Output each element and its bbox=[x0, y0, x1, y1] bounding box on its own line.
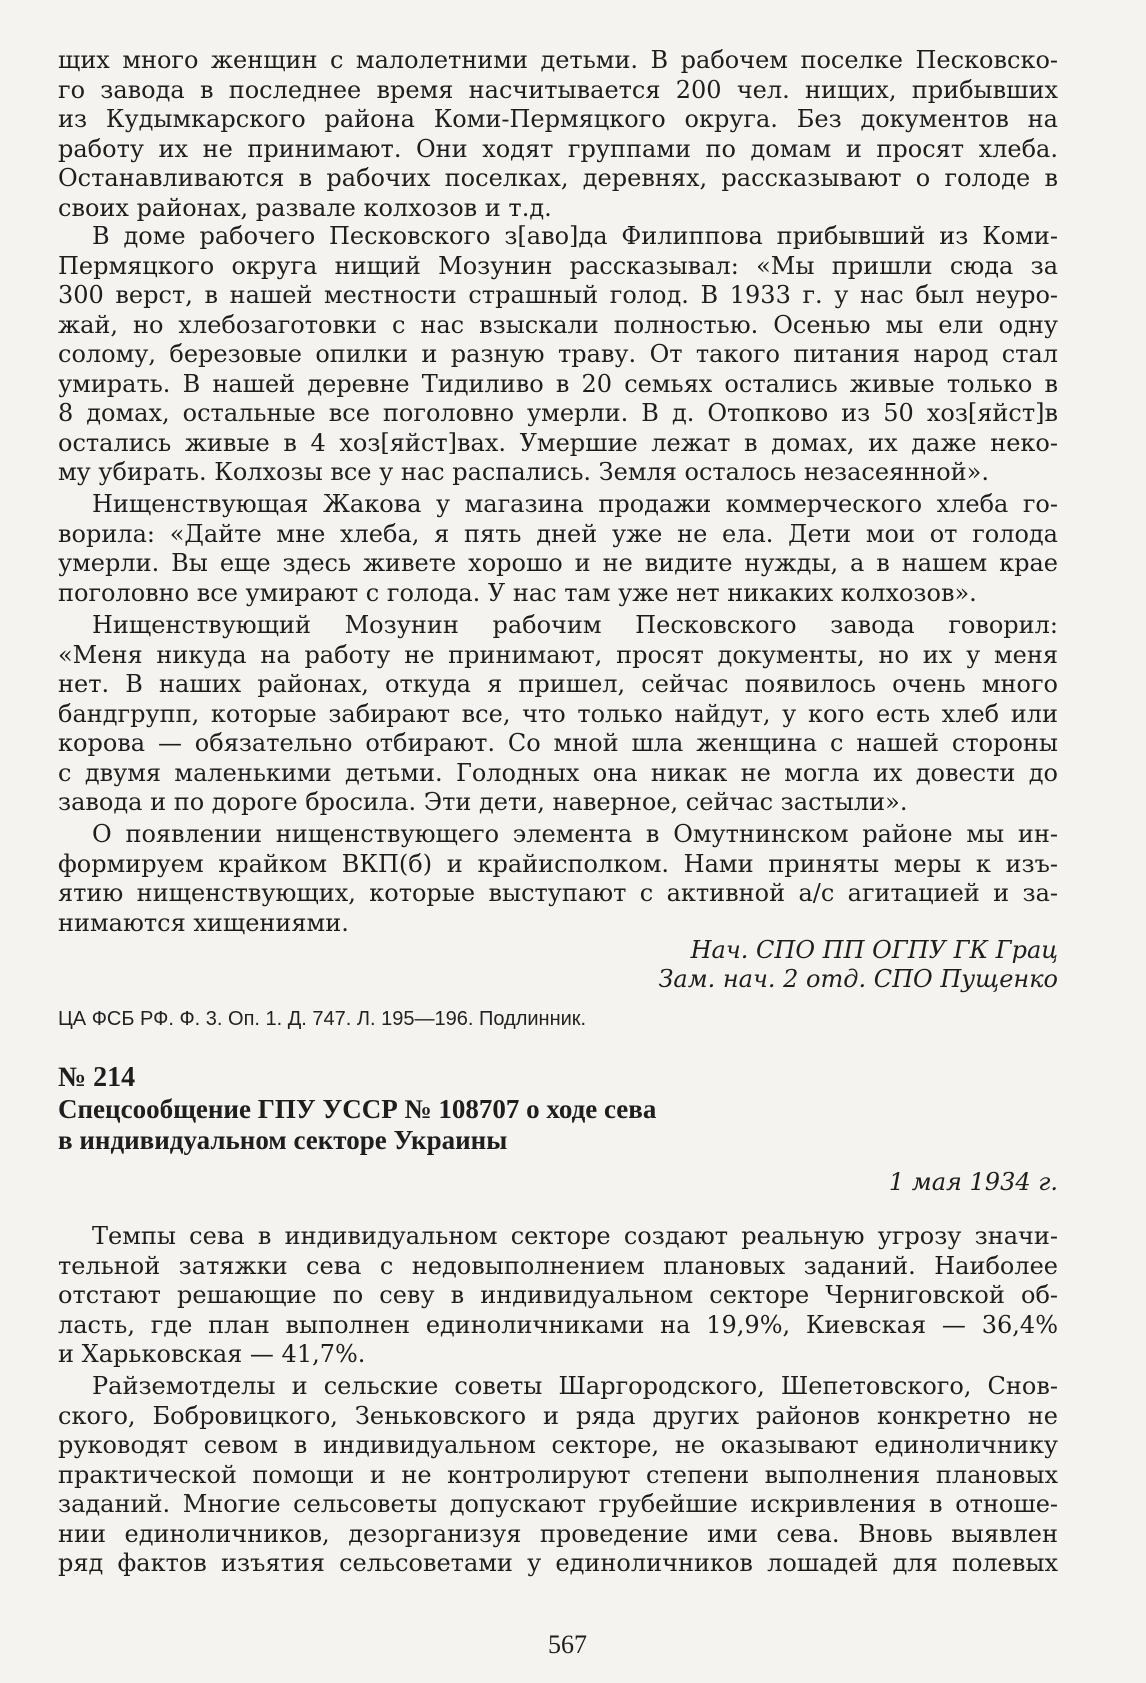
document-title bbox=[58, 1094, 656, 1156]
text-line: завода и по дороге бросила. Эти дети, наверное, сейчас застыли». bbox=[58, 788, 908, 816]
text-line: жай, но хлебозаготовки с нас взыскали полностью. Осенью мы ели одну bbox=[58, 310, 1058, 339]
paragraph-4 bbox=[58, 611, 1058, 818]
page-number: 567 bbox=[548, 1630, 587, 1659]
document-number: № 214 bbox=[58, 1062, 136, 1093]
text-line: нии единоличников, дезорганизуя проведение ими сева. Вновь выявлен bbox=[58, 1519, 1058, 1548]
text-line: корова — обязательно отбирают. Со мной шла женщина с нашей стороны bbox=[58, 729, 1058, 757]
paragraph-6 bbox=[58, 1222, 1058, 1370]
text-line: му убирать. Колхозы все у нас распались. Земля осталось незасеянной». bbox=[58, 458, 989, 486]
text-line: ласть, где план выполнен единоличниками на 19,9%, Киевская — 36,4% bbox=[58, 1310, 1058, 1339]
text-line: Темпы сева в индивидуальном секторе создают реальную угрозу значи- bbox=[92, 1222, 1058, 1250]
text-line: Пермяцкого округа нищий Мозунин рассказывал: «Мы пришли сюда за bbox=[58, 251, 1058, 280]
text-line: Райземотделы и сельские советы Шаргородского, Шепетовского, Снов- bbox=[92, 1372, 1058, 1400]
text-line: ятию нищенствующих, которые выступают с активной а/с агитацией и за- bbox=[58, 879, 1058, 907]
text-line: ского, Бобровицкого, Зеньковского и ряда других районов конкретно не bbox=[58, 1401, 1058, 1430]
title-line: Спецсообщение ГПУ УССР № 108707 о ходе сева bbox=[58, 1094, 657, 1124]
archival-source: ЦА ФСБ РФ. Ф. 3. Оп. 1. Д. 747. Л. 195—196. Подлинник. bbox=[58, 1008, 587, 1030]
text-line: щих много женщин с малолетними детьми. В рабочем поселке Песковско- bbox=[58, 46, 1058, 74]
paragraph-2 bbox=[58, 222, 1058, 488]
text-line: Нищенствующая Жакова у магазина продажи коммерческого хлеба го- bbox=[92, 490, 1058, 518]
paragraph-1 bbox=[58, 46, 1058, 223]
text-line: с двумя маленькими детьми. Голодных она никак не могла их довести до bbox=[58, 758, 1058, 787]
paragraph-7 bbox=[58, 1372, 1058, 1579]
text-line: тельной затяжки сева с недовыполнением плановых заданий. Наиболее bbox=[58, 1251, 1058, 1280]
paragraph-3 bbox=[58, 490, 1058, 608]
text-line: своих районах, развале колхозов и т.д. bbox=[58, 193, 552, 222]
text-line: отстают решающие по севу в индивидуальном секторе Черниговской об- bbox=[58, 1281, 1058, 1309]
text-line: ворила: «Дайте мне хлеба, я пять дней уже не ела. Дети мои от голода bbox=[58, 519, 1058, 548]
text-line: умерли. Вы еще здесь живете хорошо и не видите нужды, а в нашем крае bbox=[58, 549, 1058, 577]
signature-line: Нач. СПО ПП ОГПУ ГК Грац bbox=[690, 936, 1058, 964]
text-line: нимаются хищениями. bbox=[58, 908, 349, 937]
text-line: В доме рабочего Песковского з[аво]да Филиппова прибывший из Коми- bbox=[92, 222, 1058, 250]
title-line: в индивидуальном секторе Украины bbox=[58, 1125, 508, 1155]
text-line: поголовно все умирают с голода. У нас там уже нет никаких колхозов». bbox=[58, 578, 977, 607]
text-line: остались живые в 4 хоз[яйст]вах. Умершие лежат в домах, их даже неко- bbox=[58, 428, 1058, 457]
text-line: руководят севом в индивидуальном секторе, не оказывают единоличнику bbox=[58, 1431, 1058, 1459]
text-line: О появлении нищенствующего элемента в Омутнинском районе мы ин- bbox=[92, 820, 1058, 848]
signature-block bbox=[658, 936, 1058, 994]
text-line: 8 домах, остальные все поголовно умерли. В д. Отопково из 50 хоз[яйст]в bbox=[58, 399, 1058, 427]
signature-line: Зам. нач. 2 отд. СПО Пущенко bbox=[658, 965, 1058, 993]
text-line: «Меня никуда на работу не принимают, просят документы, но их у меня bbox=[58, 640, 1058, 669]
document-date: 1 мая 1934 г. bbox=[888, 1168, 1058, 1196]
text-line: Нищенствующий Мозунин рабочим Песковского завода говорил: bbox=[92, 611, 1058, 639]
text-line: из Кудымкарского района Коми-Пермяцкого округа. Без документов на bbox=[58, 105, 1058, 133]
text-line: заданий. Многие сельсоветы допускают грубейшие искривления в отноше- bbox=[58, 1490, 1058, 1518]
paragraph-5 bbox=[58, 820, 1058, 938]
text-line: го завода в последнее время насчитывается 200 чел. нищих, прибывших bbox=[58, 75, 1058, 104]
text-line: бандгрупп, которые забирают все, что только найдут, у кого есть хлеб или bbox=[58, 699, 1058, 728]
text-line: 300 верст, в нашей местности страшный голод. В 1933 г. у нас был неуро- bbox=[58, 281, 1058, 309]
text-line: солому, березовые опилки и разную траву. От такого питания народ стал bbox=[58, 340, 1058, 368]
text-line: Останавливаются в рабочих поселках, деревнях, рассказывают о голоде в bbox=[58, 164, 1058, 192]
text-line: нет. В наших районах, откуда я пришел, сейчас появилось очень много bbox=[58, 670, 1058, 698]
text-line: практической помощи и не контролируют степени выполнения плановых bbox=[58, 1460, 1058, 1489]
text-line: формируем крайком ВКП(б) и крайисполком. Нами приняты меры к изъ- bbox=[58, 849, 1058, 878]
text-line: ряд фактов изъятия сельсоветами у единоличников лошадей для полевых bbox=[58, 1549, 1058, 1577]
text-line: работу их не принимают. Они ходят группами по домам и просят хлеба. bbox=[58, 134, 1058, 163]
text-line: умирать. В нашей деревне Тидиливо в 20 семьях остались живые только в bbox=[58, 369, 1058, 398]
text-line: и Харьковская — 41,7%. bbox=[58, 1340, 366, 1368]
